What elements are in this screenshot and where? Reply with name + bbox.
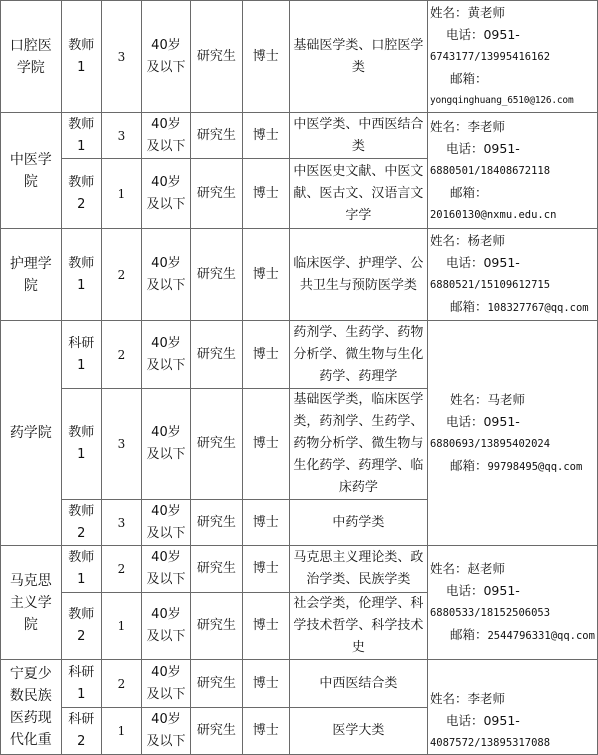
education: 研究生 xyxy=(190,159,242,229)
contact-mail-label: 邮箱： xyxy=(449,627,488,642)
contact-info xyxy=(427,229,597,321)
contact-tel-label: 电话：0951- xyxy=(445,140,520,156)
post-name: 教师1 xyxy=(61,229,101,321)
contact-email: 2544796331@qq.com xyxy=(487,630,595,642)
contact-tel-label: 电话：0951- xyxy=(445,26,520,42)
contact-tel-number: 6880521/15109612715 xyxy=(429,279,551,291)
contact-tel-number: 6880693/13895402024 xyxy=(429,437,551,450)
post-count: 3 xyxy=(101,500,141,546)
age-limit: 40岁及以下 xyxy=(141,500,190,546)
post-count: 3 xyxy=(101,389,141,500)
post-count: 3 xyxy=(101,113,141,159)
age-limit: 40岁及以下 xyxy=(141,708,190,755)
education: 研究生 xyxy=(190,1,242,113)
education: 研究生 xyxy=(190,500,242,546)
age-limit: 40岁及以下 xyxy=(141,660,190,708)
post-name: 科研2 xyxy=(61,708,101,755)
contact-mail-label: 邮箱： xyxy=(449,457,488,473)
major: 马克思主义理论类、政治学类、民族学类 xyxy=(289,546,427,593)
contact-email-line xyxy=(430,296,595,319)
major: 中西医结合类 xyxy=(289,660,427,708)
post-name: 教师1 xyxy=(61,1,101,113)
major: 中医学类、中西医结合类 xyxy=(289,113,427,159)
contact-tel-label: 电话：0951- xyxy=(445,413,520,429)
degree: 博士 xyxy=(242,389,289,500)
contact-email: 20160130@nxmu.edu.cn xyxy=(429,208,557,221)
post-count: 1 xyxy=(101,159,141,229)
contact-info xyxy=(427,321,597,546)
contact-mail-label: 邮箱： xyxy=(449,299,488,314)
post-name: 教师1 xyxy=(61,113,101,159)
degree: 博士 xyxy=(242,546,289,593)
contact-tel-label: 电话：0951- xyxy=(445,255,520,270)
contact-name: 姓名：赵老师 xyxy=(429,561,505,576)
age-limit: 40岁及以下 xyxy=(141,229,190,321)
education: 研究生 xyxy=(190,593,242,660)
table-row xyxy=(1,1,598,113)
post-name: 教师1 xyxy=(61,546,101,593)
contact-email-line xyxy=(430,455,595,478)
education: 研究生 xyxy=(190,546,242,593)
contact-name: 姓名：杨老师 xyxy=(429,233,505,248)
post-name: 教师2 xyxy=(61,593,101,660)
education: 研究生 xyxy=(190,113,242,159)
degree: 博士 xyxy=(242,708,289,755)
degree: 博士 xyxy=(242,500,289,546)
major: 医学大类 xyxy=(289,708,427,755)
post-count: 2 xyxy=(101,229,141,321)
contact-mail-label: 邮箱： xyxy=(449,70,488,86)
contact-info xyxy=(427,113,597,229)
table-row xyxy=(1,546,598,593)
contact-tel-number: 6743177/13995416162 xyxy=(429,50,551,63)
contact-email: yongqinghuang_6510@126.com xyxy=(429,94,574,106)
college-name: 马克思主义学院 xyxy=(1,546,62,660)
education: 研究生 xyxy=(190,660,242,708)
contact-info xyxy=(427,1,597,113)
major: 临床医学、护理学、公共卫生与预防医学类 xyxy=(289,229,427,321)
post-count: 2 xyxy=(101,660,141,708)
contact-tel-number: 4087572/13895317088 xyxy=(429,737,551,749)
post-count: 2 xyxy=(101,321,141,389)
contact-email: 99798495@qq.com xyxy=(487,460,583,473)
major: 基础医学类，临床医学类，药剂学、生药学、药物分析学、微生物与生化药学、药理学、临床药学 xyxy=(289,389,427,500)
college-name: 口腔医学院 xyxy=(1,1,62,113)
degree: 博士 xyxy=(242,660,289,708)
contact-tel-label: 电话：0951- xyxy=(445,713,520,728)
degree: 博士 xyxy=(242,229,289,321)
post-count: 1 xyxy=(101,708,141,755)
degree: 博士 xyxy=(242,321,289,389)
age-limit: 40岁及以下 xyxy=(141,113,190,159)
contact-email: 108327767@qq.com xyxy=(487,302,589,314)
table-row xyxy=(1,660,598,708)
contact-name: 姓名：李老师 xyxy=(429,118,505,134)
contact-tel-number: 6880533/18152506053 xyxy=(429,607,551,619)
major: 中药学类 xyxy=(289,500,427,546)
post-name: 教师1 xyxy=(61,389,101,500)
college-name: 宁夏少数民族医药现代化重 xyxy=(1,660,62,755)
college-name: 护理学院 xyxy=(1,229,62,321)
education: 研究生 xyxy=(190,389,242,500)
age-limit: 40岁及以下 xyxy=(141,389,190,500)
contact-info xyxy=(427,660,597,755)
major: 中医医史文献、中医文献、医古文、汉语言文字学 xyxy=(289,159,427,229)
table-row xyxy=(1,113,598,159)
college-name: 中医学院 xyxy=(1,113,62,229)
contact-mail-label: 邮箱： xyxy=(449,184,488,200)
degree: 博士 xyxy=(242,593,289,660)
age-limit: 40岁及以下 xyxy=(141,159,190,229)
table-row xyxy=(1,321,598,389)
contact-email-line xyxy=(430,624,595,647)
contact-name: 姓名：马老师 xyxy=(449,391,525,407)
degree: 博士 xyxy=(242,159,289,229)
age-limit: 40岁及以下 xyxy=(141,321,190,389)
post-count: 1 xyxy=(101,593,141,660)
major: 基础医学类、口腔医学类 xyxy=(289,1,427,113)
post-name: 教师2 xyxy=(61,159,101,229)
degree: 博士 xyxy=(242,1,289,113)
table-row xyxy=(1,229,598,321)
post-name: 科研1 xyxy=(61,660,101,708)
contact-tel-label: 电话：0951- xyxy=(445,583,520,598)
major: 社会学类，伦理学、科学技术哲学、科学技术史 xyxy=(289,593,427,660)
post-count: 2 xyxy=(101,546,141,593)
major: 药剂学、生药学、药物分析学、微生物与生化药学、药理学 xyxy=(289,321,427,389)
post-name: 科研1 xyxy=(61,321,101,389)
age-limit: 40岁及以下 xyxy=(141,1,190,113)
contact-name: 姓名：黄老师 xyxy=(429,4,505,20)
post-count: 3 xyxy=(101,1,141,113)
education: 研究生 xyxy=(190,229,242,321)
age-limit: 40岁及以下 xyxy=(141,593,190,660)
college-name: 药学院 xyxy=(1,321,62,546)
contact-info xyxy=(427,546,597,660)
education: 研究生 xyxy=(190,321,242,389)
degree: 博士 xyxy=(242,113,289,159)
post-name: 教师2 xyxy=(61,500,101,546)
contact-name: 姓名：李老师 xyxy=(429,691,505,706)
education: 研究生 xyxy=(190,708,242,755)
contact-tel-number: 6880501/18408672118 xyxy=(429,164,551,177)
age-limit: 40岁及以下 xyxy=(141,546,190,593)
